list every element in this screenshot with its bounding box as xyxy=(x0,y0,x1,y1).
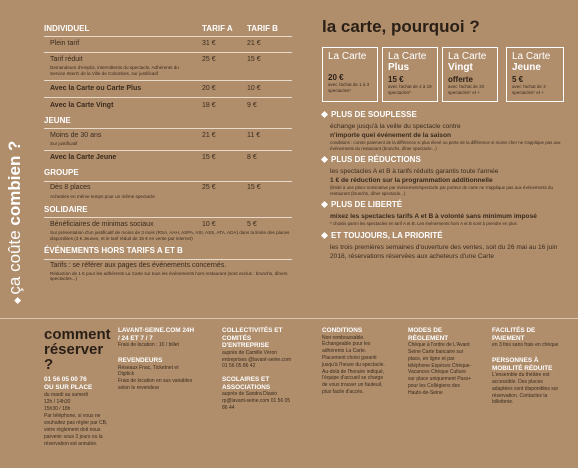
reservation-section xyxy=(0,318,578,468)
section-priorite: ET TOUJOURS, LA PRIORITÉ les trois premières semaines d'ouverture des ventes, soit du 26 mai au 16 juin 2018, réservations réservées aux acheteurs d'une Carte xyxy=(322,231,572,261)
diamond-icon xyxy=(321,232,328,239)
diamond-icon: ◆ xyxy=(12,294,22,304)
section-reductions: PLUS DE RÉDUCTIONS les spectacles A et B à tarifs réduits garantis toute l'année 1 € de réduction sur la programmation additionnelle (limité à une place nominative par événement/spectacle par porteur de carte ne s'applique pas aux événements du restaurant (brunchs, dîner spectacle...) xyxy=(322,155,572,196)
card-carte-jeune: La Carte Jeune 5 € avec l'achat de 3 spectacles* et + xyxy=(506,47,564,102)
section-solidaire: SOLIDAIRE xyxy=(44,204,88,214)
tarif-a-header: TARIF A xyxy=(202,23,233,33)
card-la-carte: La Carte 20 € avec l'achat de 1 à 3 spectacles* xyxy=(322,47,378,102)
col-collectivites: COLLECTIVITÉS ET COMITÉS D'ENTREPRISE auprès de Camille Véron entreprises @lavant-seine.com 01 56 05 86 42 SCOLAIRES ET ASSOCIATIONS auprès de Sandra Diasio rp@lavant-seine.com 01 56 05 86 44 xyxy=(222,327,291,411)
col-modes: MODES DE RÈGLEMENT Chèque à l'ordre de L'Avant Seine Carte bancaire sur place, en ligne et par téléphone Espèces Chèque-Vacances Chèque Culture sur place uniquement Pass+ pour les Collégiens des Hauts-de-Seine xyxy=(408,327,472,396)
comment-title: comment réserver ? xyxy=(44,326,111,373)
col-web: LAVANT-SEINE.COM 24H / 24 ET 7 / 7 Frais de location : 1€ / billet REVENDEURS Réseaux Fnac, Ticketnet et Digitick Frais de location en sus variables selon le revendeur xyxy=(118,327,195,391)
diamond-icon xyxy=(321,111,328,118)
card-carte-vingt: La Carte Vingt offerte avec l'achat de 20 spectacles* et + xyxy=(442,47,498,102)
phone-number: 01 56 05 00 76 xyxy=(44,376,87,383)
diamond-icon xyxy=(321,201,328,208)
section-jeune: JEUNE xyxy=(44,115,71,125)
carte-title: la carte, pourquoi ? xyxy=(322,17,480,36)
carte-cards xyxy=(322,47,572,102)
vertical-title: ◆ ça coûte combien ? xyxy=(5,140,24,304)
section-souplesse: PLUS DE SOUPLESSE échange jusqu'à la veille du spectacle contre n'importe quel événement de la saison conditions : contre paiement de la différence si plus élevé ou perte de la différence si moins cher ne s'applique pas aux événements du restaurant (brunchs, dîner spectacle...) xyxy=(322,110,572,151)
row-label: Plein tarif xyxy=(50,40,80,47)
section-groupe: GROUPE xyxy=(44,168,79,178)
price-table: INDIVIDUEL TARIF A TARIF B Plein tarif 31 € 21 € Tarif réduit 25 € 15 € Demandeurs d'emploi, intermittents du spectacle, Adhérents du Service InterG de la Ville de Colombes, sur justificatif Avec la Carte ou Carte Plus 20 € 10 € Avec la Carte Vingt 18 € 9 € JEUNE Moins de 30 ans 21 € 11 € Sur justificatif Avec la Carte Jeune 15 € 8 € GROUPE Dès 8 places 25 € 15 € Achetées en même temps pour un même spectacle SOLIDAIRE Bénéficiaires de minimas sociaux 10 € 5 € Sur présentation d'un justificatif de moins de 3 mois (RSA, AAH, ASPA, ASI, ASS, ATA, ADA) dans la limite des places disponibles (3 € Jeunes, et le tarif réduit de 15 € en vente par internet) ÉVÉNEMENTS HORS TARIFS A ET B Tarifs : se référer aux pages des événements concernés. Réduction de 1 € pour les adhérents La Carte sur tous les événements hors restaurant (sont exclus : brunchs, dîners spectacles...) xyxy=(44,22,292,282)
tarif-b-header: TARIF B xyxy=(247,23,278,33)
section-hors-tarifs: ÉVÉNEMENTS HORS TARIFS A ET B xyxy=(44,246,183,256)
section-individuel: INDIVIDUEL xyxy=(44,23,90,33)
carte-panel xyxy=(322,17,572,261)
col-facilites: FACILITÉS DE PAIEMENT en 3 fois sans frais en chèque PERSONNES À MOBILITÉ RÉDUITE L'ensemble du théâtre est accessible. Des places adaptées sont disponibles sur réservation. Contactez la billetterie. xyxy=(492,327,559,406)
card-carte-plus: La Carte Plus 15 € avec l'achat de 4 à 19 spectacles* xyxy=(382,47,438,102)
col-comment: comment réserver ? 01 56 05 00 76 OU SUR PLACE du mardi au samedi 12h / 14h30 15h30 / 18h Par téléphone, si vous ne souhaitez pas régler par CB, votre règlement doit nous parvenir sous 3 jours ou la réservation est annulée. xyxy=(44,326,111,447)
col-conditions: CONDITIONS Non remboursable. Échangeable pour les adhérents La Carte. Placement choisi garanti jusqu'à l'heure du spectacle. Au-delà de l'horaire indiqué, l'équipe d'accueil se charge de vous trouver un fauteuil, plus facile d'accès. xyxy=(322,327,385,395)
diamond-icon xyxy=(321,156,328,163)
section-liberte: PLUS DE LIBERTÉ mixez les spectacles tarifs A et B à volonté sans minimum imposé * choisis parmi les spectacles en tarif A et B. Les événements hors A et B sont à prendre en plus xyxy=(322,200,572,227)
